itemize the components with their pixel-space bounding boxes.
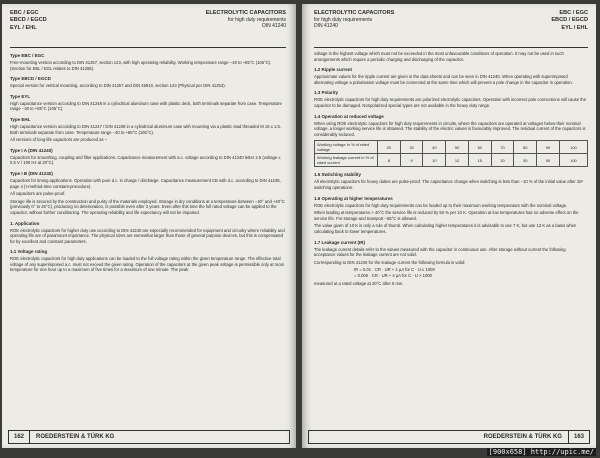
- table-cell: 90: [537, 141, 560, 154]
- table-cell: 40: [423, 141, 446, 154]
- leakage-formula: [354, 267, 588, 279]
- section-paragraph: Capacitors for smoothing, coupling and filter applications. Capacitance measurement with a.c. voltage according to DIN 41240 letter 2.5 (voltage ≤ 0.5 V / 100 Hz at 20°C).: [10, 154, 281, 166]
- section-heading: 1. Application: [10, 220, 40, 226]
- section-heading: 1.1 Voltage rating: [10, 249, 48, 255]
- section-paragraph: voltage is the highest voltage which must not be exceeded in the most unfavourable conditions of operation. It may not be used in such arrangements which require a periodic charging and discharging of the capacitor.: [314, 51, 564, 62]
- right-page-number: 163: [568, 431, 589, 443]
- table-cell: 70: [491, 141, 514, 154]
- section-heading: Type EHL: [10, 116, 31, 122]
- table-cell: 30: [400, 141, 423, 154]
- section-heading: 1.3 Polarity: [314, 90, 339, 96]
- formula-line-2: = 0.006 · CR · UR + 4 µA for C · U > 1000: [354, 273, 432, 279]
- right-page: [302, 4, 596, 448]
- section-paragraph: ROE electrolytic capacitors for high duty requirements are polarized electrolytic capacitors. Operation with incorrect pole connections will cause the capacitor to be damaged. Nonpolarized special types are not available in the heavy duty range.: [314, 97, 587, 108]
- table-cell: 8: [378, 154, 401, 167]
- table-row-label: Working leakage current in % of rated current: [315, 154, 378, 167]
- left-header-title: ELECTROLYTIC CAPACITORS: [205, 10, 286, 16]
- table-row: [315, 154, 588, 167]
- right-header-standard: DIN 41240: [314, 23, 338, 30]
- left-header-types: EBC / EGC EBCD / EGCD EYL / EHL: [10, 10, 47, 31]
- section-paragraph: Free-mounting version according to DIN 41257, section 123, with high operating reliability. Working temperature range −40 to +85°C (105°C). (Section for EBL / EGL relates to DIN 41255).: [10, 60, 272, 71]
- section-paragraph: Special version for vertical mounting, according to DIN 41257 and DIN 45910, section 123 (Physical per DIN 41253).: [10, 83, 226, 89]
- closing-text: measured at a rated voltage at 20°C after 5 min.: [314, 280, 404, 286]
- table-cell: 80: [514, 141, 537, 154]
- section-paragraph: All capacitors are pulse-proof.: [10, 191, 66, 197]
- section-paragraph: ROE electrolytic capacitors for high duty requirements can be loaded up to their maximum working temperature with the nominal voltage.: [314, 202, 568, 208]
- section-heading: Type I B (DIN 41240): [10, 170, 53, 176]
- section-paragraph: When using ROE electrolytic capacitors for high duty requirements in circuits, where the capacitors are operated at voltages below their nominal voltage, a longer working service life is obtained. The stability of the electric values is favourably improved. The residual current of the capacitors is considerably reduced.: [314, 120, 586, 137]
- section-paragraph: The leakage current details refer to the values measured with the capacitor in continuous use. After storage without current the following acceptance values for the leakage current are not valid.: [314, 246, 566, 258]
- table-cell: 10: [423, 154, 446, 167]
- section-heading: Type EBC / EGC: [10, 53, 45, 58]
- section-paragraph: High capacitance version according to DIN 41247 / DIN 41248 in a cylindrical aluminum case with mounting via a plastic stud threaded M 16 x 1.5. Both terminals separate from case. Temperature range −40 to +85°C (105°C).: [10, 123, 281, 135]
- right-header-types: EBC / EGC EBCD / EGCD EYL / EHL: [551, 10, 588, 31]
- left-header-subtitle: for high duty requirements: [227, 16, 286, 23]
- right-page-body-bottom: [314, 172, 588, 265]
- left-page-number: 162: [9, 431, 30, 443]
- table-cell: 100: [559, 154, 587, 167]
- formula-line-1: IR = 0.01 · CR · UR + 1 µA for C · U ≤ 1000: [354, 267, 435, 273]
- table-row: [315, 141, 588, 154]
- left-header-standard: DIN 41240: [262, 23, 286, 30]
- section-paragraph: ROE electrolytic capacitors for high duty applications can be loaded to the full voltage rating within the given temperature range. The effective total voltage of any superimposed a.c. must not exceed the given rating. Operation of the capacitors at the given peak voltage is permissible only at room temperature for one hour up to a maximum of five times for a maximum of one minute. The peak: [10, 256, 285, 273]
- section-heading: Type EYL: [10, 93, 31, 99]
- section-paragraph: Approximate values for the ripple current are given in the data sheets and can be seen in DIN 41240. When operating with superimposed alternating voltage a polarisation voltage must be connected at the same time which will prevent a pole change in the capacitor in operation.: [314, 74, 573, 85]
- table-cell: 15: [468, 154, 491, 167]
- section-heading: 1.7 Leakage current (IR): [314, 239, 366, 245]
- section-paragraph: All versions of long-life capacitors are produced as –: [10, 137, 108, 143]
- right-page-footer: [308, 430, 590, 444]
- section-paragraph: The value given of 10 K is only a rule of thumb. When calculating higher temperatures it is advisable to use 7 K, but use 13 K as a basis when calculating back to lower temperatures.: [314, 223, 577, 234]
- section-heading: 1.6 Operating at higher temperatures: [314, 195, 393, 201]
- table-cell: 100: [559, 141, 587, 154]
- table-cell: 50: [537, 154, 560, 167]
- left-page-header: [10, 10, 286, 48]
- table-cell: 50: [446, 141, 469, 154]
- section-heading: Type EBCD / EGCD: [10, 76, 51, 82]
- table-cell: 12: [446, 154, 469, 167]
- left-page-company: ROEDERSTEIN & TÜRK KG: [36, 434, 115, 440]
- right-page-header: [314, 10, 588, 48]
- voltage-leakage-table: [314, 140, 588, 167]
- section-heading: 1.4 Operation at reduced voltage: [314, 113, 384, 119]
- left-page-body: [10, 53, 286, 273]
- table-cell: 60: [468, 141, 491, 154]
- section-heading: 1.2 Ripple current: [314, 67, 353, 73]
- watermark-text: [900x658] http://upic.me/: [488, 448, 594, 456]
- section-paragraph: High capacitance version according to DIN 41248 in a cylindrical aluminum case with plastic deck, both terminals separate from case. Temperature range −40 to +85°C (105°C).: [10, 100, 282, 112]
- section-heading: 1.5 Switching stability: [314, 172, 362, 178]
- left-page: [2, 4, 296, 448]
- table-cell: 9: [400, 154, 423, 167]
- section-paragraph: ROE electrolytic capacitors for higher duty use according to DIN 41240 are especially recommended for equipment and circuitry where reliability and operating life are of paramount importance. The physical sizes are somewhat larger than those of general purpose devices, but this is compensated for by excellent and constant parameters.: [10, 227, 285, 244]
- right-header-title-block: [314, 10, 394, 44]
- section-paragraph: When loading at temperatures > 40°C the service life is reduced by 50 % per 10 K. Operation at low temperatures has no adverse effect on the service life. For storage and transport −55°C is allowed.: [314, 210, 579, 221]
- table-cell: 20: [378, 141, 401, 154]
- section-paragraph: Corresponding to DIN 41240 for the leakage current the following formula is valid:: [314, 259, 466, 265]
- left-page-footer: [8, 430, 290, 444]
- section-paragraph: Capacitors for timing applications. Operation with pure d.c. in charge / discharge. Capacitance measurement CB with d.c. according to DIN 41238, page 4 (τ-method-time constant-procedure).: [10, 177, 281, 189]
- right-header-title: ELECTROLYTIC CAPACITORS: [314, 10, 395, 16]
- left-header-title-block: [206, 10, 286, 44]
- right-page-body-top: [314, 51, 588, 137]
- table-cell: 30: [514, 154, 537, 167]
- right-header-subtitle: for high duty requirements: [314, 16, 373, 23]
- right-page-company: ROEDERSTEIN & TÜRK KG: [483, 434, 562, 440]
- section-paragraph: All electrolytic capacitors for heavy duties are pulse-proof. The capacitance change when switching is less than −10 % of the initial value after 10⁶ switching operations.: [314, 179, 584, 190]
- section-paragraph: Storage life is secured by the construction and purity of the materials employed. Storage in dry conditions at a temperature between −40° and +40°C (previously 0° to 25°C), producing no deterioration, is possible even after 3 years. Even after this time the full rated voltage can be applied to the capacitor, without further conditioning. The operating reliability and life expectancy will not be impaired.: [10, 198, 285, 215]
- table-cell: 20: [491, 154, 514, 167]
- table-row-label: Working voltage in % of rated voltage: [315, 141, 378, 154]
- section-heading: Type I A (DIN 41240): [10, 147, 53, 153]
